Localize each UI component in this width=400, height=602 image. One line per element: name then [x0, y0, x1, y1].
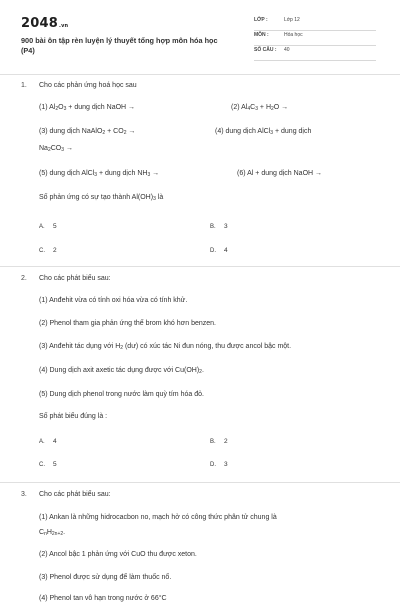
question-number: 3.: [21, 491, 27, 498]
meta-count-row: [254, 46, 376, 61]
document-title: 900 bài ôn tập rèn luyện lý thuyết tổng hợp môn hóa học (P4): [21, 36, 218, 55]
statement-3: (3) Phenol được sử dụng để làm thuốc nổ.: [39, 574, 172, 581]
statement-2: (2) Ancol bậc 1 phản ứng với CuO thu được xeton.: [39, 551, 197, 558]
question-number: 1.: [21, 82, 27, 89]
reaction-3: (3) dung dịch NaAlO$_2$ + $CO_2$ →: [39, 128, 136, 136]
question-ask: Số phản ứng có sự tạo thành $Al(OH)_3$ là: [39, 194, 164, 202]
reaction-6: (6) Al + dung dịch NaOH →: [237, 170, 323, 177]
statement-4: (4) Dung dịch axit axetic tác dụng được với $Cu(OH)_2$.: [39, 367, 204, 375]
statement-1: (1) Anđehit vừa có tính oxi hóa vừa có tính khử.: [39, 297, 188, 304]
divider: [0, 482, 400, 483]
divider: [0, 266, 400, 267]
logo[interactable]: 2048.vn: [21, 16, 69, 31]
meta-key: SỐ CÂU :: [254, 47, 277, 53]
option-d[interactable]: D. 4: [210, 247, 228, 254]
meta-value: 40: [284, 47, 290, 53]
option-a[interactable]: A. 4: [39, 438, 57, 445]
meta-value: Hóa học: [284, 32, 303, 38]
divider: [0, 74, 400, 75]
option-c[interactable]: C. 2: [39, 247, 57, 254]
reaction-2: (2) $Al_4C_3 + H_2O$ →: [231, 104, 289, 112]
reaction-1: (1) $Al_2O_3$ + dung dịch NaOH →: [39, 104, 136, 112]
meta-key: LỚP :: [254, 17, 268, 23]
statement-5: (5) Dung dịch phenol trong nước làm quỳ tím hóa đỏ.: [39, 391, 204, 398]
option-c[interactable]: C. 5: [39, 461, 57, 468]
statement-1: (1) Ankan là những hidrocacbon no, mạch hở có công thức phân tử chung là: [39, 514, 277, 521]
question-prompt: Cho các phát biểu sau:: [39, 275, 111, 282]
statement-3: (3) Anđehit tác dụng với $H_2$ (dư) có xúc tác Ni đun nóng, thu được ancol bậc một.: [39, 343, 292, 351]
option-b[interactable]: B. 2: [210, 438, 228, 445]
question-prompt: Cho các phản ứng hoá học sau: [39, 82, 137, 89]
option-d[interactable]: D. 3: [210, 461, 228, 468]
reaction-4: (4) dung dịch AlCl$_3$ + dung dịch: [215, 128, 312, 136]
meta-class-row: [254, 16, 376, 31]
document-header: [0, 0, 400, 72]
statement-4: (4) Phenol tan vô hạn trong nước ở 66°C: [39, 595, 167, 602]
meta-subject-row: [254, 31, 376, 46]
question-number: 2.: [21, 275, 27, 282]
meta-value: Lớp 12: [284, 17, 300, 23]
meta-key: MÔN :: [254, 32, 269, 38]
statement-1-continued: $C_nH_{2n+2}$.: [39, 529, 66, 537]
statement-2: (2) Phenol tham gia phản ứng thế brom khó hơn benzen.: [39, 320, 216, 327]
reaction-4-continued: $Na_2CO_3$ →: [39, 145, 73, 153]
option-b[interactable]: B. 3: [210, 223, 228, 230]
option-a[interactable]: A. 5: [39, 223, 57, 230]
document-meta: [254, 16, 376, 61]
question-ask: Số phát biểu đúng là :: [39, 413, 108, 420]
question-prompt: Cho các phát biểu sau:: [39, 491, 111, 498]
reaction-5: (5) dung dịch AlCl$_3$ + dung dịch $NH_3$ →: [39, 170, 160, 178]
